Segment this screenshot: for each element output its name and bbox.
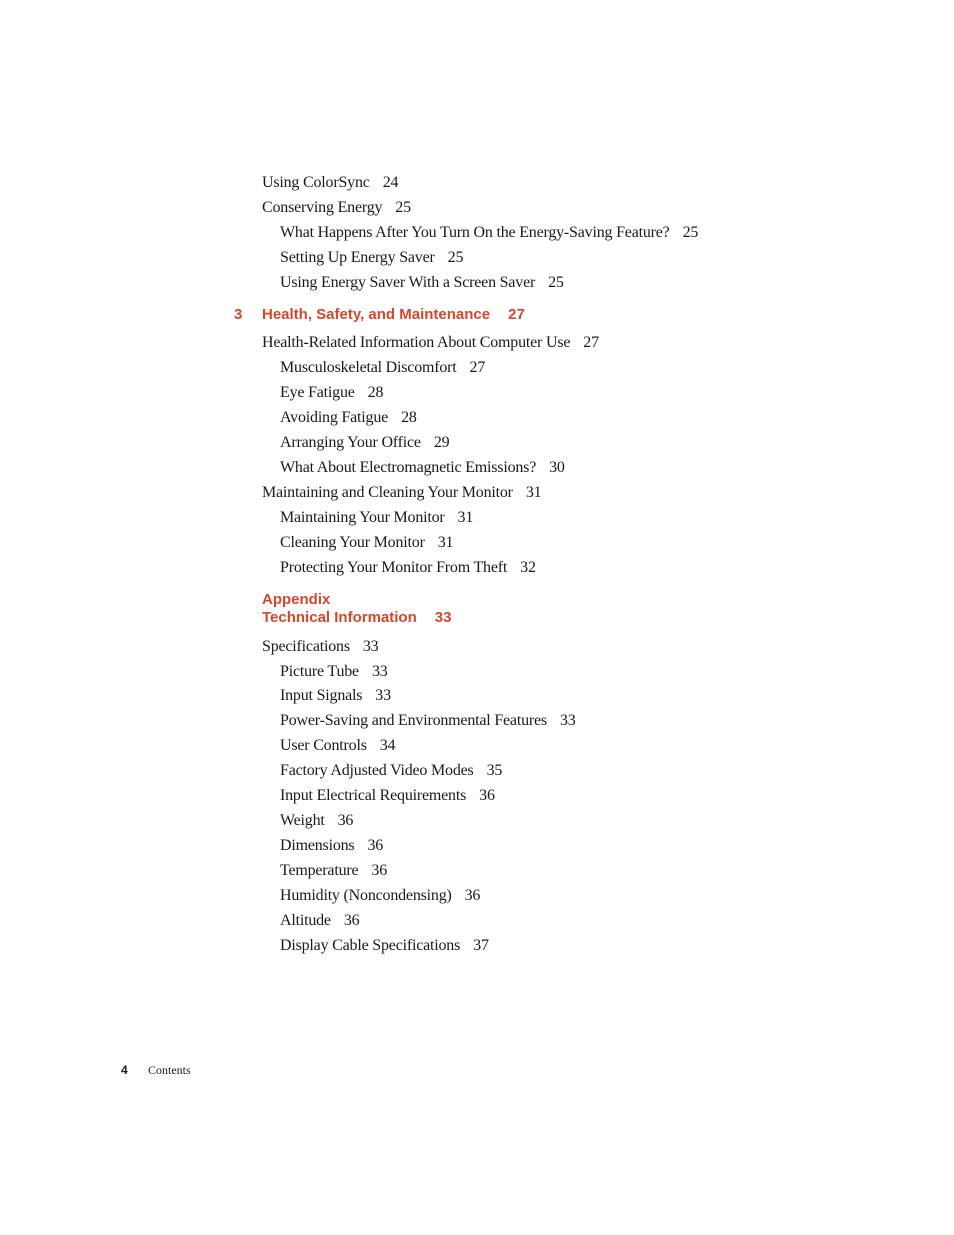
toc-entry-page: 35 xyxy=(486,762,503,779)
toc-subentry[interactable] xyxy=(280,408,417,428)
toc-entry-title: Using Energy Saver With a Screen Saver xyxy=(280,274,536,291)
toc-subentry[interactable] xyxy=(280,458,565,478)
toc-entry-page: 25 xyxy=(548,274,564,291)
toc-entry-page: 31 xyxy=(437,534,454,551)
toc-subentry[interactable] xyxy=(280,786,495,806)
footer-page-number: 4 xyxy=(121,1063,128,1077)
toc-entry-title: Cleaning Your Monitor xyxy=(280,534,425,551)
toc-entry-page: 33 xyxy=(375,687,391,704)
toc-entry-page: 28 xyxy=(401,409,417,426)
footer-label: Contents xyxy=(148,1063,191,1077)
toc-entry-title: Picture Tube xyxy=(280,663,359,680)
toc-entry-page: 27 xyxy=(583,334,599,351)
toc-entry-page: 36 xyxy=(337,812,354,829)
toc-entry-page: 36 xyxy=(464,887,481,904)
toc-entry-page: 30 xyxy=(549,459,565,476)
chapter-page: 27 xyxy=(508,306,525,323)
toc-entry-title: Arranging Your Office xyxy=(280,434,421,451)
toc-entry-title: Power-Saving and Environmental Features xyxy=(280,712,547,729)
toc-subentry[interactable] xyxy=(280,383,383,403)
toc-subentry[interactable] xyxy=(280,936,489,956)
toc-subentry[interactable] xyxy=(280,686,391,706)
toc-entry-title: Eye Fatigue xyxy=(280,384,355,401)
chapter-title-line xyxy=(262,306,525,324)
toc-entry-title: Setting Up Energy Saver xyxy=(280,249,435,266)
toc-entry-page: 36 xyxy=(371,862,388,879)
toc-entry-title: Display Cable Specifications xyxy=(280,937,461,954)
toc-entry-page: 28 xyxy=(367,384,384,401)
appendix-page: 33 xyxy=(434,609,452,626)
toc-entry-title: Temperature xyxy=(280,862,359,879)
toc-entry-title: Maintaining Your Monitor xyxy=(280,509,445,526)
toc-subentry[interactable] xyxy=(280,433,449,453)
toc-subentry[interactable] xyxy=(280,662,388,682)
appendix-title: Technical Information xyxy=(262,609,417,626)
chapter-title: Health, Safety, and Maintenance xyxy=(262,306,491,323)
toc-subentry[interactable] xyxy=(280,711,576,731)
toc-subentry[interactable] xyxy=(280,861,387,881)
toc-entry-title: Dimensions xyxy=(280,837,355,854)
toc-entry-page: 25 xyxy=(447,249,464,266)
toc-entry-title: What Happens After You Turn On the Energy-Saving Feature? xyxy=(280,224,670,241)
toc-entry-page: 36 xyxy=(343,912,360,929)
toc-entry-page: 25 xyxy=(395,199,411,216)
toc-entry-title: Factory Adjusted Video Modes xyxy=(280,762,474,779)
toc-subentry[interactable] xyxy=(280,248,463,268)
toc-entry-title: Humidity (Noncondensing) xyxy=(280,887,452,904)
toc-entry-page: 31 xyxy=(457,509,474,526)
toc-entry-page: 25 xyxy=(682,224,699,241)
toc-entry-page: 24 xyxy=(382,174,399,191)
toc-entry-title: User Controls xyxy=(280,737,367,754)
toc-subentry[interactable] xyxy=(280,736,395,756)
toc-subentry[interactable] xyxy=(280,358,485,378)
toc-entry-page: 31 xyxy=(525,484,542,501)
toc-entry-page: 33 xyxy=(559,712,576,729)
appendix-heading[interactable] xyxy=(262,609,451,627)
toc-subentry[interactable] xyxy=(280,223,698,243)
toc-subentry[interactable] xyxy=(280,558,536,578)
toc-subentry[interactable] xyxy=(280,836,383,856)
toc-entry-page: 37 xyxy=(473,937,489,954)
toc-entry-page: 29 xyxy=(433,434,450,451)
toc-subentry[interactable] xyxy=(280,811,353,831)
toc-entry-page: 34 xyxy=(379,737,396,754)
toc-entry-title: Conserving Energy xyxy=(262,199,383,216)
toc-entry-title: Input Signals xyxy=(280,687,363,704)
toc-entry-page: 33 xyxy=(371,663,388,680)
toc-entry-title: What About Electromagnetic Emissions? xyxy=(280,459,537,476)
toc-subentry[interactable] xyxy=(280,508,473,528)
toc-subentry[interactable] xyxy=(280,911,359,931)
toc-entry-page: 27 xyxy=(469,359,486,376)
toc-subentry[interactable] xyxy=(280,886,480,906)
toc-entry-title: Input Electrical Requirements xyxy=(280,787,467,804)
toc-entry-title: Using ColorSync xyxy=(262,174,370,191)
toc-entry-title: Avoiding Fatigue xyxy=(280,409,389,426)
toc-entry[interactable] xyxy=(262,198,411,218)
toc-entry-page: 36 xyxy=(367,837,384,854)
toc-subentry[interactable] xyxy=(280,533,453,553)
toc-entry-title: Weight xyxy=(280,812,325,829)
toc-entry[interactable] xyxy=(262,637,378,657)
toc-entry[interactable] xyxy=(262,173,398,193)
toc-entry-title: Altitude xyxy=(280,912,331,929)
chapter-number: 3 xyxy=(234,306,243,323)
appendix-label[interactable]: Appendix xyxy=(262,591,331,608)
toc-entry-page: 33 xyxy=(362,638,379,655)
toc-entry-page: 32 xyxy=(520,559,536,576)
toc-entry-title: Musculoskeletal Discomfort xyxy=(280,359,457,376)
toc-entry[interactable] xyxy=(262,333,599,353)
toc-entry-title: Protecting Your Monitor From Theft xyxy=(280,559,508,576)
toc-entry-title: Specifications xyxy=(262,638,350,655)
toc-entry-page: 36 xyxy=(479,787,495,804)
toc-entry-title: Maintaining and Cleaning Your Monitor xyxy=(262,484,513,501)
toc-subentry[interactable] xyxy=(280,273,564,293)
toc-entry[interactable] xyxy=(262,483,541,503)
toc-entry-title: Health-Related Information About Computer Use xyxy=(262,334,571,351)
toc-subentry[interactable] xyxy=(280,761,502,781)
